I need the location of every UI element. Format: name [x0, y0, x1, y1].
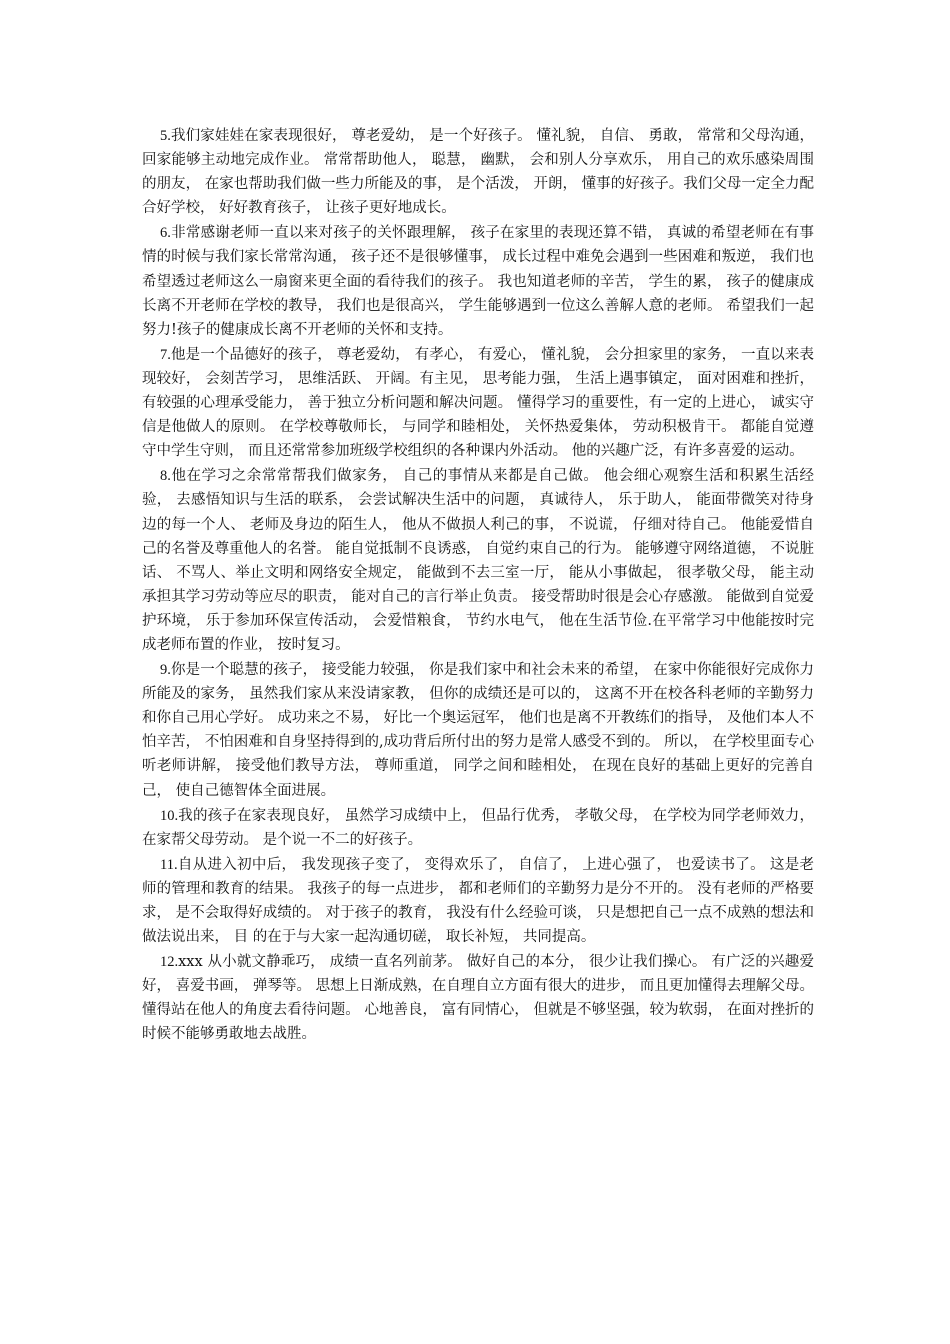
paragraph-number: 9. — [160, 662, 171, 679]
paragraph-number: 6. — [160, 225, 171, 242]
paragraph-number: 5. — [160, 128, 171, 144]
paragraph-8 — [142, 464, 814, 657]
paragraph-text: 他在学习之余常常帮我们做家务， 自己的事情从来都是自己做。 他会细心观察生活和积累生活经验， 去感悟知识与生活的联系， 会尝试解决生活中的问题， 真诚待人， 乐于助人， 能面带微笑对待身边的每一个人、 老师及身边的陌生人， 他从不做损人利己的事， 不说谎， 仔细对待自己。 他能爱惜自己的名誉及尊重他人的名誉。 能自觉抵制不良诱惑， 自觉约束自己的行为。 能够遵守网络道德， 不说脏话、 不骂人、举止文明和网络安全规定， 能做到不去三室一厅， 能从小事做起， 很孝敬父母， 能主动承担其学习劳动等应尽的职责， 能对自己的言行举止负责。 接受帮助时很是会心存感激。 能做到自觉爱护环境， 乐于参加环保宣传活动， 会爱惜粮食， 节约水电气， 他在生活节俭.在平常学习中他能按时完成老师布置的作业， 按时复习。 — [142, 468, 814, 653]
paragraph-text: 自从进入初中后， 我发现孩子变了， 变得欢乐了， 自信了， 上进心强了， 也爱读书了。 这是老师的管理和教育的结果。 我孩子的每一点进步， 都和老师们的辛勤努力是分不开的。 没有老师的严格要求， 是不会取得好成绩的。 对于孩子的教育， 我没有什么经验可谈， 只是想把自己一点不成熟的想法和做法说出来， 目 的在于与大家一起沟通切磋， 取长补短， 共同提高。 — [142, 856, 814, 946]
paragraph-text: 我们家娃娃在家表现很好， 尊老爱幼， 是一个好孩子。 懂礼貌， 自信、 勇敢， 常常和父母沟通， 回家能够主动地完成作业。 常常帮助他人， 聪慧， 幽默， 会和别人分享欢乐， 用自己的欢乐感染周围的朋友， 在家也帮助我们做一些力所能及的事， 是个活泼， 开朗， 懂事的好孩子。我们父母一定全力配合好学校， 好好教育孩子， 让孩子更好地成长。 — [142, 128, 814, 217]
paragraph-6 — [142, 221, 814, 341]
paragraph-10 — [142, 804, 814, 852]
paragraph-number: 10. — [160, 807, 179, 824]
paragraph-number: 12. — [160, 954, 179, 971]
document-body — [142, 124, 814, 1048]
paragraph-number: 11. — [160, 856, 178, 873]
paragraph-number: 8. — [160, 468, 171, 485]
paragraph-7 — [142, 343, 814, 463]
paragraph-12 — [142, 950, 814, 1046]
paragraph-11 — [142, 853, 814, 949]
paragraph-number: 7. — [160, 346, 171, 363]
paragraph-5 — [142, 124, 814, 220]
paragraph-text: 我的孩子在家表现良好， 虽然学习成绩中上， 但品行优秀， 孝敬父母， 在学校为同学老师效力， 在家帮父母劳动。 是个说一不二的好孩子。 — [142, 807, 814, 848]
paragraph-text: xxx 从小就文静乖巧， 成绩一直名列前茅。 做好自己的本分， 很少让我们操心。 有广泛的兴趣爱好， 喜爱书画， 弹琴等。 思想上日渐成熟，在自理自立方面有很大的进步， 而且更加懂得去理解父母。 懂得站在他人的角度去看待问题。 心地善良， 富有同情心， 但就是不够坚强，较为软弱， 在面对挫折的时候不能够勇敢地去战胜。 — [142, 954, 814, 1043]
paragraph-text: 他是一个品德好的孩子， 尊老爱幼， 有孝心， 有爱心， 懂礼貌， 会分担家里的家务， 一直以来表现较好， 会刻苦学习， 思维活跃、 开阔。有主见， 思考能力强， 生活上遇事镇定， 面对困难和挫折， 有较强的心理承受能力， 善于独立分析问题和解决问题。 懂得学习的重要性，有一定的上进心， 诚实守信是他做人的原则。 在学校尊敬师长， 与同学和睦相处， 关怀热爱集体， 劳动积极肯干。 都能自觉遵守中学生守则， 而且还常常参加班级学校组织的各种课内外活动。 他的兴趣广泛，有许多喜爱的运动。 — [142, 346, 814, 460]
paragraph-text: 你是一个聪慧的孩子， 接受能力较强， 你是我们家中和社会未来的希望， 在家中你能很好完成你力所能及的家务， 虽然我们家从来没请家教， 但你的成绩还是可以的， 这离不开在校各科老师的辛勤努力和你自己用心学好。 成功来之不易， 好比一个奥运冠军， 他们也是离不开教练们的指导， 及他们本人不怕辛苦， 不怕困难和自身坚持得到的,成功背后所付出的努力是常人感受不到的。 所以， 在学校里面专心听老师讲解， 接受他们教导方法， 尊师重道， 同学之间和睦相处， 在现在良好的基础上更好的完善自己， 使自己德智体全面进展。 — [142, 662, 814, 799]
paragraph-9 — [142, 658, 814, 803]
paragraph-text: 非常感谢老师一直以来对孩子的关怀跟理解， 孩子在家里的表现还算不错， 真诚的希望老师在有事情的时候与我们家长常常沟通， 孩子还不是很够懂事， 成长过程中难免会遇到一些困难和叛逆， 我们也希望透过老师这么一扇窗来更全面的看待我们的孩子。 我也知道老师的辛苦， 学生的累， 孩子的健康成长离不开老师在学校的教导， 我们也是很高兴， 学生能够遇到一位这么善解人意的老师。 希望我们一起努力!孩子的健康成长离不开老师的关怀和支持。 — [142, 225, 814, 338]
